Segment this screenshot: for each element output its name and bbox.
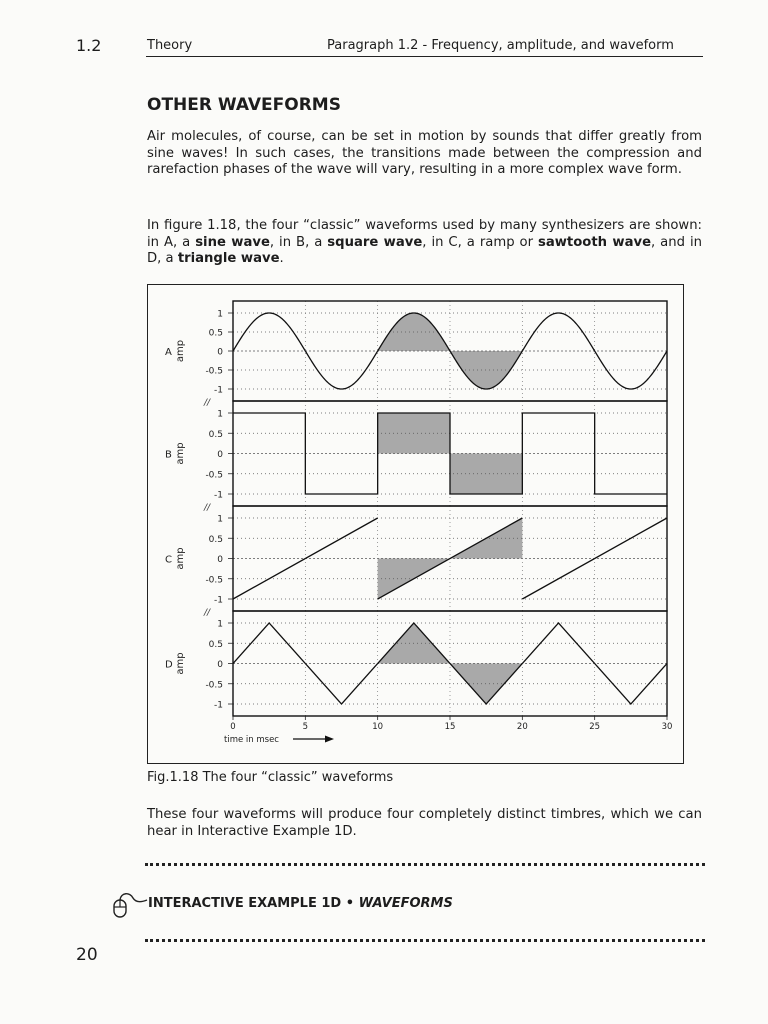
y-tick-label: 0.5 — [208, 639, 223, 650]
y-tick-label: -1 — [214, 490, 223, 501]
panel-b-square — [165, 398, 667, 506]
term-square-wave: square wave — [327, 234, 423, 250]
divider-dotted — [145, 863, 705, 866]
paragraph-2-text: , in C, a ramp or — [422, 234, 538, 250]
interactive-example-title: WAVEFORMS — [358, 896, 453, 911]
y-tick-label: 0 — [217, 450, 223, 460]
interactive-example-label[interactable] — [148, 896, 453, 911]
y-axis-label: amp — [175, 547, 186, 570]
y-tick-label: -0.5 — [205, 680, 223, 691]
paragraph-1: Air molecules, of course, can be set in motion by sounds that differ greatly from sine waves! In such cases, the transitions made between the compression and rarefaction phases of the wave will vary, resulting in a more complex wave form. — [147, 129, 702, 177]
x-axis-label: time in msec — [224, 735, 279, 745]
panel-a-sine — [165, 301, 667, 401]
x-tick-label: 25 — [589, 722, 601, 732]
y-tick-label: 0 — [217, 660, 223, 670]
paragraph-2-text: . — [279, 251, 284, 266]
paragraph-3: These four waveforms will produce four completely distinct timbres, which we can hear in Interactive Example 1D. — [147, 807, 702, 839]
time-arrow-icon — [325, 736, 334, 743]
x-tick-label: 20 — [516, 722, 528, 732]
divider-dotted — [145, 939, 705, 942]
section-title: OTHER WAVEFORMS — [147, 95, 341, 115]
y-tick-label: 1 — [217, 514, 223, 525]
chapter-number: 1.2 — [76, 36, 102, 55]
y-axis-label: amp — [175, 652, 186, 675]
y-tick-label: 0.5 — [208, 328, 223, 339]
panel-label-c: C — [165, 554, 172, 566]
y-tick-label: -0.5 — [205, 575, 223, 586]
header-rule — [146, 56, 703, 57]
header-section: Theory — [147, 38, 193, 53]
paragraph-2-text: In figure 1.18, the four “classic” waveforms used by many synthesizers are shown: in A, a — [147, 218, 702, 250]
term-sawtooth-wave: sawtooth wave — [537, 234, 652, 250]
y-tick-label: 1 — [217, 619, 223, 630]
term-triangle-wave: triangle wave — [177, 251, 280, 266]
y-tick-label: 0 — [217, 347, 223, 358]
figure-caption: Fig.1.18 The four “classic” waveforms — [147, 770, 394, 785]
x-tick-label: 30 — [661, 722, 673, 732]
y-tick-label: -1 — [214, 700, 223, 711]
y-tick-label: -0.5 — [205, 366, 223, 377]
panel-c-sawtooth — [165, 503, 667, 611]
y-tick-label: -1 — [214, 595, 223, 606]
panel-label-b: B — [165, 449, 172, 461]
panel-d-triangle — [165, 608, 667, 716]
page-number: 20 — [76, 945, 98, 965]
x-tick-label: 5 — [302, 722, 309, 732]
y-axis-label: amp — [175, 339, 186, 363]
figure-frame — [148, 285, 684, 764]
mouse-icon — [112, 890, 148, 918]
term-sine-wave: sine wave — [195, 234, 270, 250]
waveforms-figure — [147, 284, 684, 764]
x-tick-label: 10 — [372, 722, 384, 732]
paragraph-2-text: , in B, a — [269, 234, 328, 250]
y-tick-label: 0 — [217, 555, 223, 565]
panel-label-d: D — [165, 659, 173, 671]
y-tick-label: 0.5 — [208, 534, 223, 545]
paragraph-2-text: , and in D, a — [147, 234, 702, 266]
shaded-area — [450, 454, 522, 495]
paragraph-2 — [147, 218, 702, 268]
x-tick-label: 0 — [230, 722, 236, 732]
panel-label-a: A — [165, 347, 172, 358]
y-tick-label: 0.5 — [208, 429, 223, 440]
x-tick-label: 15 — [444, 722, 456, 732]
y-tick-label: -1 — [214, 385, 223, 396]
y-axis-label: amp — [175, 442, 186, 465]
y-tick-label: 1 — [217, 309, 223, 320]
axis-break-mark: // — [204, 608, 211, 618]
header-paragraph: Paragraph 1.2 - Frequency, amplitude, and waveform — [327, 38, 674, 53]
y-tick-label: 1 — [217, 409, 223, 420]
axis-break-mark: // — [204, 398, 211, 408]
axis-break-mark: // — [204, 503, 211, 513]
y-tick-label: -0.5 — [205, 470, 223, 481]
interactive-example-id: INTERACTIVE EXAMPLE 1D • — [148, 896, 359, 911]
